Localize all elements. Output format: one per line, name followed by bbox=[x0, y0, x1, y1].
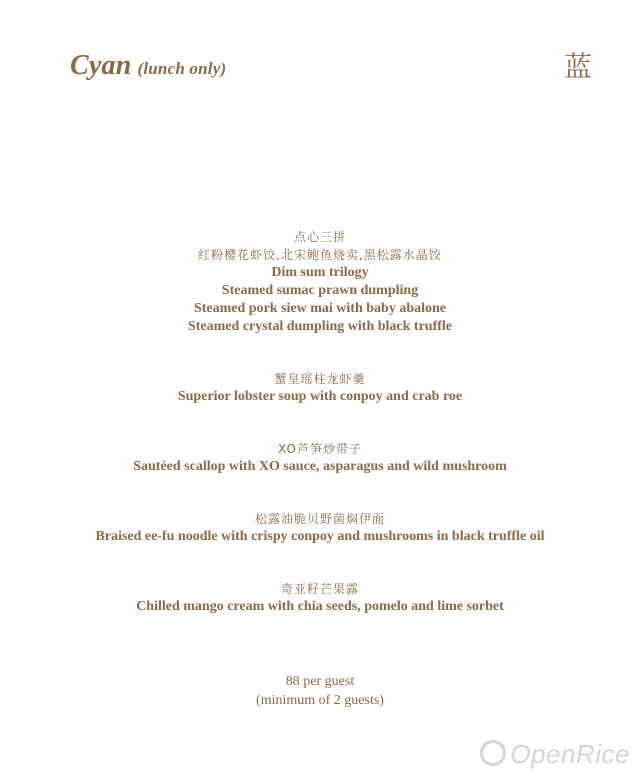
course-chinese-name: 点心三拼 bbox=[293, 230, 346, 244]
course-english-line: Sautéed scallop with XO sauce, asparagus and wild mushroom bbox=[133, 459, 507, 474]
openrice-watermark bbox=[480, 739, 630, 770]
watermark-text: OpenRice bbox=[510, 739, 630, 769]
course-dim-sum bbox=[0, 228, 640, 336]
menu-header-title bbox=[70, 50, 226, 82]
course-dessert bbox=[0, 580, 640, 616]
course-english-line: Steamed sumac prawn dumpling bbox=[221, 283, 419, 298]
menu-chinese-title: 蓝 bbox=[563, 50, 592, 83]
price-info bbox=[0, 672, 640, 710]
menu-title: Cyan bbox=[70, 50, 132, 81]
price-minimum: (minimum of 2 guests) bbox=[256, 693, 384, 708]
menu-body bbox=[0, 228, 640, 710]
price-per-guest: 88 per guest bbox=[285, 674, 355, 689]
course-chinese-name: 蟹皇瑶柱龙虾羹 bbox=[274, 372, 366, 386]
course-english-line: Superior lobster soup with conpoy and crab roe bbox=[177, 389, 463, 404]
course-chinese-items: 红粉樱花虾饺,北宋鲍鱼烧卖,黑松露水晶饺 bbox=[198, 248, 442, 262]
course-chinese-name: 松露油脆贝野菌焖伊面 bbox=[254, 512, 385, 526]
course-english-line: Steamed crystal dumpling with black truffle bbox=[187, 319, 453, 334]
menu-subtitle: (lunch only) bbox=[137, 59, 227, 78]
course-english-line: Chilled mango cream with chia seeds, pomelo and lime sorbet bbox=[136, 599, 504, 614]
course-soup bbox=[0, 370, 640, 406]
course-english-line: Dim sum trilogy bbox=[271, 265, 369, 280]
course-english-line: Braised ee-fu noodle with crispy conpoy and mushrooms in black truffle oil bbox=[95, 529, 545, 544]
course-english-line: Steamed pork siew mai with baby abalone bbox=[193, 301, 447, 316]
course-noodle bbox=[0, 510, 640, 546]
course-chinese-name: 奇亚籽芒果露 bbox=[280, 582, 359, 596]
course-chinese-name: XO芦笋炒带子 bbox=[278, 442, 362, 456]
course-scallop bbox=[0, 440, 640, 476]
openrice-logo-icon bbox=[480, 740, 506, 766]
